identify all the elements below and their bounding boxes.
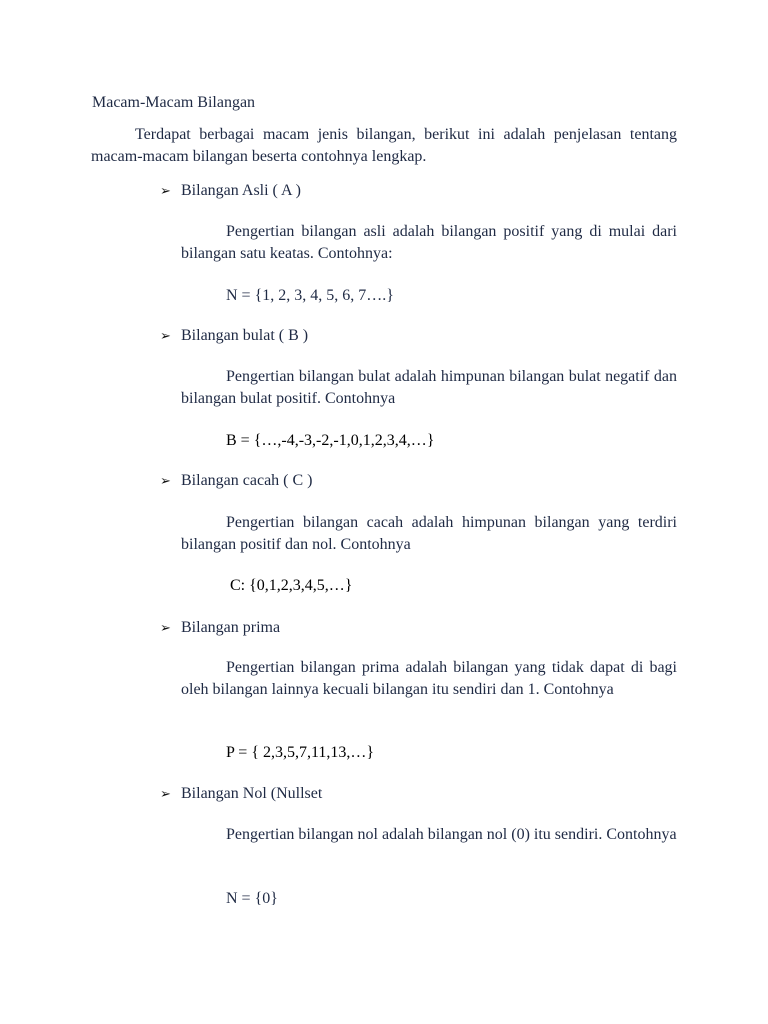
section-heading-bilangan-nol <box>160 784 322 805</box>
section-example: N = {0} <box>226 890 278 907</box>
section-heading-bilangan-asli <box>160 181 301 202</box>
section-description: Pengertian bilangan nol adalah bilangan nol (0) itu sendiri. Contohnya <box>226 826 677 843</box>
section-heading-label: Bilangan bulat ( B ) <box>181 327 309 344</box>
section-heading-bilangan-bulat <box>160 326 308 347</box>
section-heading-label: Bilangan Nol (Nullset <box>181 785 323 802</box>
section-example: C: {0,1,2,3,4,5,…} <box>230 577 353 594</box>
arrow-bullet-icon: ➢ <box>160 329 171 344</box>
section-description: Pengertian bilangan prima adalah bilangan yang tidak dapat di bagi oleh bilangan lainnya kecuali bilangan itu sendiri dan 1. Contohnya <box>181 659 677 698</box>
arrow-bullet-icon: ➢ <box>160 787 171 802</box>
section-example: B = {…,-4,-3,-2,-1,0,1,2,3,4,…} <box>226 432 435 449</box>
section-heading-label: Bilangan cacah ( C ) <box>181 472 313 489</box>
section-heading-bilangan-cacah <box>160 471 313 492</box>
arrow-bullet-icon: ➢ <box>160 621 171 636</box>
section-description: Pengertian bilangan asli adalah bilangan positif yang di mulai dari bilangan satu keatas. Contohnya: <box>181 223 677 262</box>
document-title: Macam-Macam Bilangan <box>92 94 256 111</box>
section-description: Pengertian bilangan bulat adalah himpunan bilangan bulat negatif dan bilangan bulat positif. Contohnya <box>181 368 677 407</box>
arrow-bullet-icon: ➢ <box>160 184 171 199</box>
section-example: P = { 2,3,5,7,11,13,…} <box>226 744 375 761</box>
section-heading-label: Bilangan prima <box>181 619 281 636</box>
arrow-bullet-icon: ➢ <box>160 474 171 489</box>
section-heading-label: Bilangan Asli ( A ) <box>181 182 301 199</box>
section-heading-bilangan-prima <box>160 618 280 639</box>
section-example: N = {1, 2, 3, 4, 5, 6, 7….} <box>226 287 394 304</box>
section-description: Pengertian bilangan cacah adalah himpunan bilangan yang terdiri bilangan positif dan nol. Contohnya <box>181 514 677 553</box>
intro-paragraph: Terdapat berbagai macam jenis bilangan, berikut ini adalah penjelasan tentang macam-macam bilangan beserta contohnya lengkap. <box>91 126 677 165</box>
